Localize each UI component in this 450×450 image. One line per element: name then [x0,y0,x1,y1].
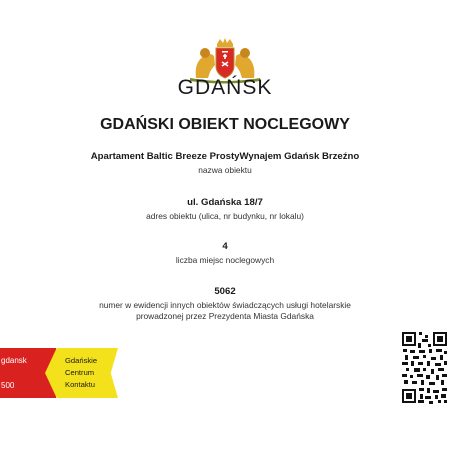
field-value: 5062 [214,286,236,297]
field-object-name [0,150,450,176]
field-registry-number [0,285,450,322]
field-caption-line: prowadzonej przez Prezydenta Miasta Gdańska [136,311,314,321]
field-value: 4 [222,241,228,252]
banner-yellow-text [65,355,113,391]
banner-yellow-line: Gdańskie [65,356,98,365]
field-caption: adres obiektu (ulica, nr budynku, nr lokalu) [146,211,304,221]
field-caption: liczba miejsc noclegowych [175,255,275,265]
field-caption-line: numer w ewidencji innych obiektów świadczących usługi hotelarskie [99,300,351,310]
banner-red-line: gdansk [1,356,27,365]
city-name: GDAŃSK [177,76,273,99]
field-beds [0,240,450,266]
banner-yellow-line: Centrum [65,368,95,377]
field-value: ul. Gdańska 18/7 [187,197,263,208]
page-title: GDAŃSKI OBIEKT NOCLEGOWY [100,116,350,133]
field-caption: nazwa obiektu [198,165,252,175]
field-caption [0,300,450,322]
field-address [0,196,450,222]
field-value: Apartament Baltic Breeze ProstyWynajem Gdańsk Brzeźno [90,151,360,162]
qr-code-icon[interactable] [401,330,448,405]
contact-center-banner[interactable] [0,348,118,398]
banner-red-line: 500 [1,381,15,390]
banner-yellow-line: Kontaktu [65,380,95,389]
